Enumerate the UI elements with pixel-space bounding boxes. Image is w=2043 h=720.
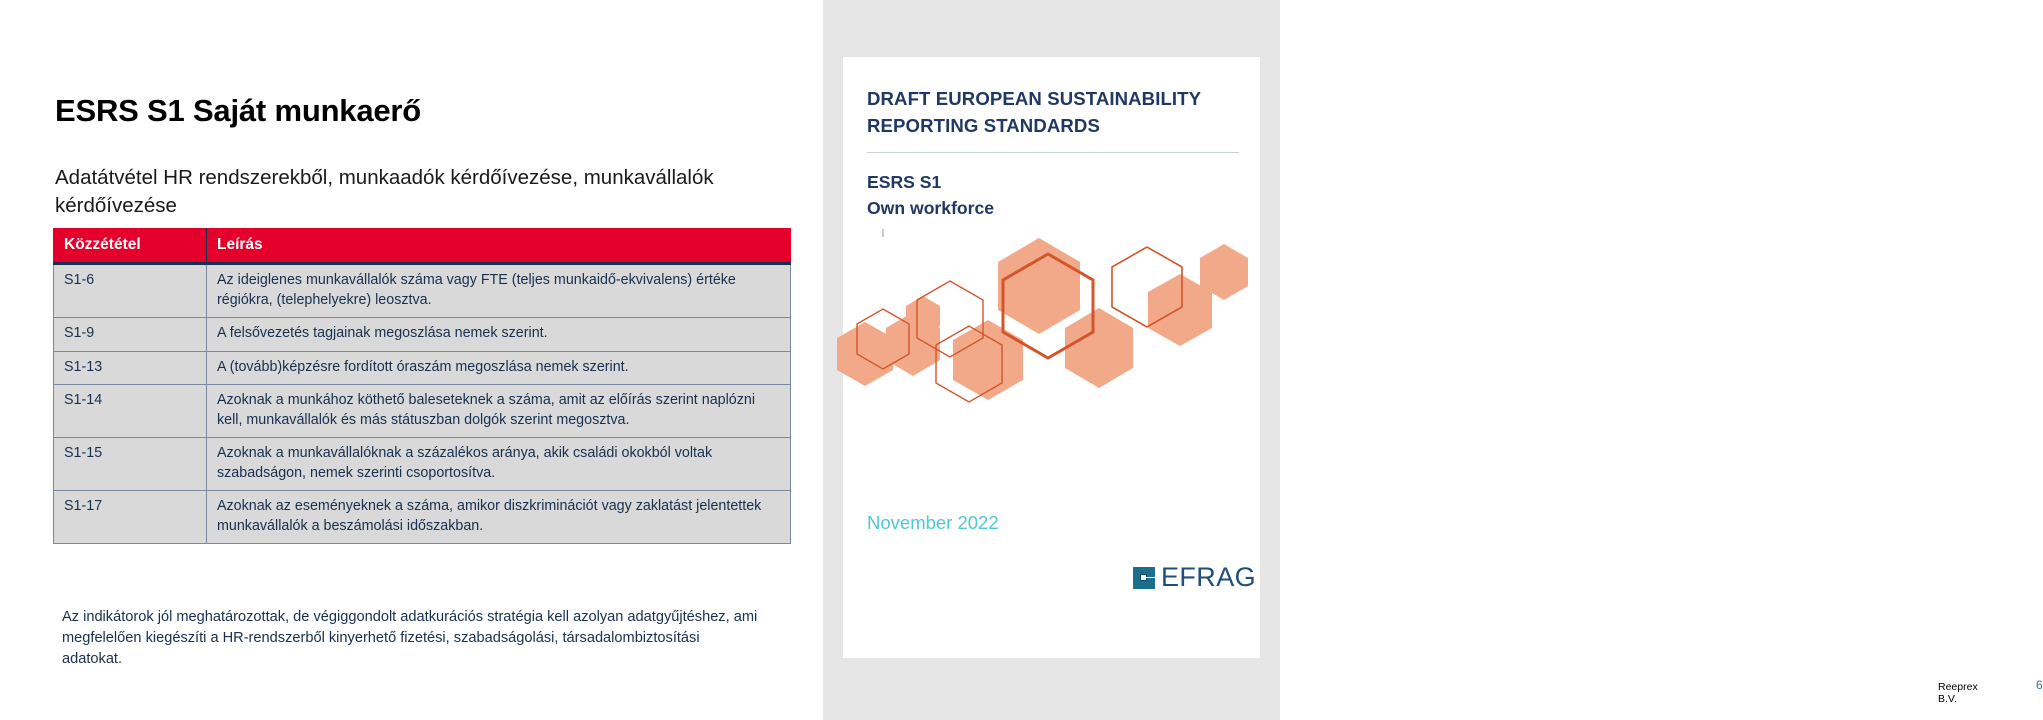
table-row — [54, 318, 791, 352]
cell-disclosure-description: A felsővezetés tagjainak megoszlása nemek szerint. — [207, 318, 791, 352]
table-row — [54, 438, 791, 491]
hexagon-pattern-graphic — [843, 240, 1260, 445]
efrag-wordmark: EFRAG — [1161, 562, 1257, 592]
cover-preview-panel — [823, 0, 2043, 720]
page-title: ESRS S1 Saját munkaerő — [55, 92, 422, 128]
efrag-logo — [1133, 562, 1257, 596]
footer-page-number: 6 — [2036, 678, 2043, 692]
table-row — [54, 351, 791, 385]
cell-disclosure-code: S1-6 — [54, 264, 207, 318]
slide-content-area — [0, 0, 823, 720]
column-header-code: Közzététel — [54, 229, 207, 264]
cover-card — [843, 57, 1260, 658]
cell-disclosure-description: A (tovább)képzésre fordított óraszám megoszlása nemek szerint. — [207, 351, 791, 385]
table-row — [54, 385, 791, 438]
cover-standard-name: Own workforce — [867, 198, 995, 218]
cell-disclosure-description: Azoknak a munkához köthető baleseteknek a száma, amit az előírás szerint naplózni kell, munkavállalók és más státuszban dolgók szerint megosztva. — [207, 385, 791, 438]
cell-disclosure-code: S1-13 — [54, 351, 207, 385]
table-body — [54, 264, 791, 544]
disclosure-table — [53, 228, 791, 544]
cell-disclosure-description: Az ideiglenes munkavállalók száma vagy FTE (teljes munkaidő-ekvivalens) értéke régiókra, (telephelyekre) leosztva. — [207, 264, 791, 318]
cover-divider — [867, 152, 1239, 153]
column-header-description: Leírás — [207, 229, 791, 264]
cell-disclosure-description: Azoknak a munkavállalóknak a százalékos aránya, akik családi okokból voltak szabadságon, nemek szerinti csoportosítva. — [207, 438, 791, 491]
table-header-row — [54, 229, 791, 264]
efrag-square-icon — [1133, 567, 1155, 589]
table-row — [54, 264, 791, 318]
cover-date: November 2022 — [867, 512, 999, 533]
cover-heading: DRAFT EUROPEAN SUSTAINABILITY REPORTING STANDARDS — [867, 88, 1201, 136]
cell-disclosure-description: Azoknak az eseményeknek a száma, amikor diszkriminációt vagy zaklatást jelentettek munkavállalók a beszámolási időszakban. — [207, 491, 791, 544]
cell-disclosure-code: S1-14 — [54, 385, 207, 438]
cell-disclosure-code: S1-15 — [54, 438, 207, 491]
cell-disclosure-code: S1-17 — [54, 491, 207, 544]
cell-disclosure-code: S1-9 — [54, 318, 207, 352]
cover-standard-title — [867, 169, 1237, 221]
table-row — [54, 491, 791, 544]
footer-company: Reeprex B.V. — [1938, 681, 1978, 705]
cover-tick-mark — [882, 229, 884, 237]
bottom-note: Az indikátorok jól meghatározottak, de végiggondolt adatkurációs stratégia kell azolyan adatgyűjtéshez, ami megfelelően kiegészíti a HR-rendszerből kinyerhető fizetési, szabadságolási, társadalombiztosítási adatokat. — [62, 608, 758, 667]
cover-standard-code: ESRS S1 — [867, 172, 942, 192]
slide-subtitle: Adatátvétel HR rendszerekből, munkaadók kérdőívezése, munkavállalók kérdőívezése — [55, 165, 714, 217]
efrag-stem-icon — [1146, 577, 1155, 578]
table-header — [54, 229, 791, 264]
